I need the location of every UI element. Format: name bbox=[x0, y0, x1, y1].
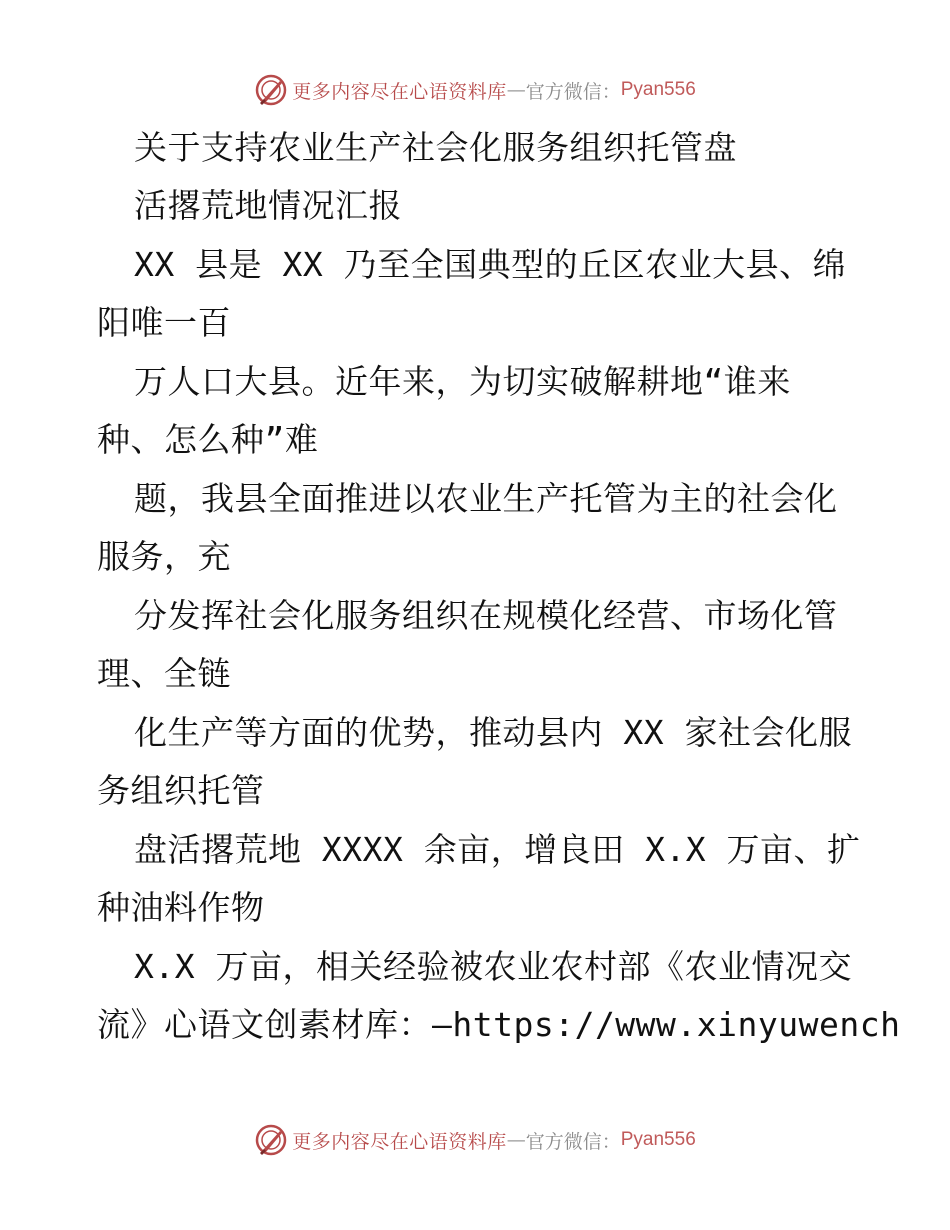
paragraph-line: 务组织托管 bbox=[97, 771, 265, 810]
banner-text: 更多内容尽在心语资料库 bbox=[292, 80, 507, 103]
paragraph-line: 流》心语文创素材库：—https://www.xinyuwench bbox=[97, 1005, 901, 1044]
title-line-2: 活撂荒地情况汇报 bbox=[134, 186, 402, 225]
paragraph-line: 种、怎么种”难 bbox=[97, 420, 319, 459]
banner-wechat-id: Pyan556 bbox=[620, 1129, 696, 1150]
brand-logo-icon bbox=[254, 73, 288, 107]
banner-separator: — bbox=[506, 1129, 526, 1151]
paragraph-line: 服务，充 bbox=[97, 537, 231, 576]
title-line-1: 关于支持农业生产社会化服务组织托管盘 bbox=[134, 128, 737, 167]
header-banner bbox=[0, 70, 950, 110]
banner-wechat-label: 官方微信： bbox=[525, 80, 621, 103]
paragraph-line: 理、全链 bbox=[97, 654, 231, 693]
banner-text: 更多内容尽在心语资料库 bbox=[292, 1130, 507, 1153]
paragraph-line: 万人口大县。近年来，为切实破解耕地“谁来 bbox=[134, 362, 791, 401]
banner-wechat-label: 官方微信： bbox=[525, 1130, 621, 1153]
paragraph-line: 种油料作物 bbox=[97, 888, 265, 927]
footer-banner bbox=[0, 1120, 950, 1160]
paragraph-line: 化生产等方面的优势，推动县内 XX 家社会化服 bbox=[134, 713, 852, 752]
paragraph-line: 盘活撂荒地 XXXX 余亩，增良田 X.X 万亩、扩 bbox=[134, 830, 861, 869]
banner-separator: — bbox=[506, 79, 526, 101]
banner-wechat-id: Pyan556 bbox=[620, 79, 696, 100]
paragraph-line: X.X 万亩，相关经验被农业农村部《农业情况交 bbox=[134, 947, 852, 986]
paragraph-line: 题，我县全面推进以农业生产托管为主的社会化 bbox=[134, 479, 838, 518]
paragraph-line: 分发挥社会化服务组织在规模化经营、市场化管 bbox=[134, 596, 838, 635]
paragraph-line: XX 县是 XX 乃至全国典型的丘区农业大县、绵 bbox=[134, 245, 847, 284]
paragraph-line: 阳唯一百 bbox=[97, 303, 231, 342]
brand-logo-icon bbox=[254, 1123, 288, 1157]
